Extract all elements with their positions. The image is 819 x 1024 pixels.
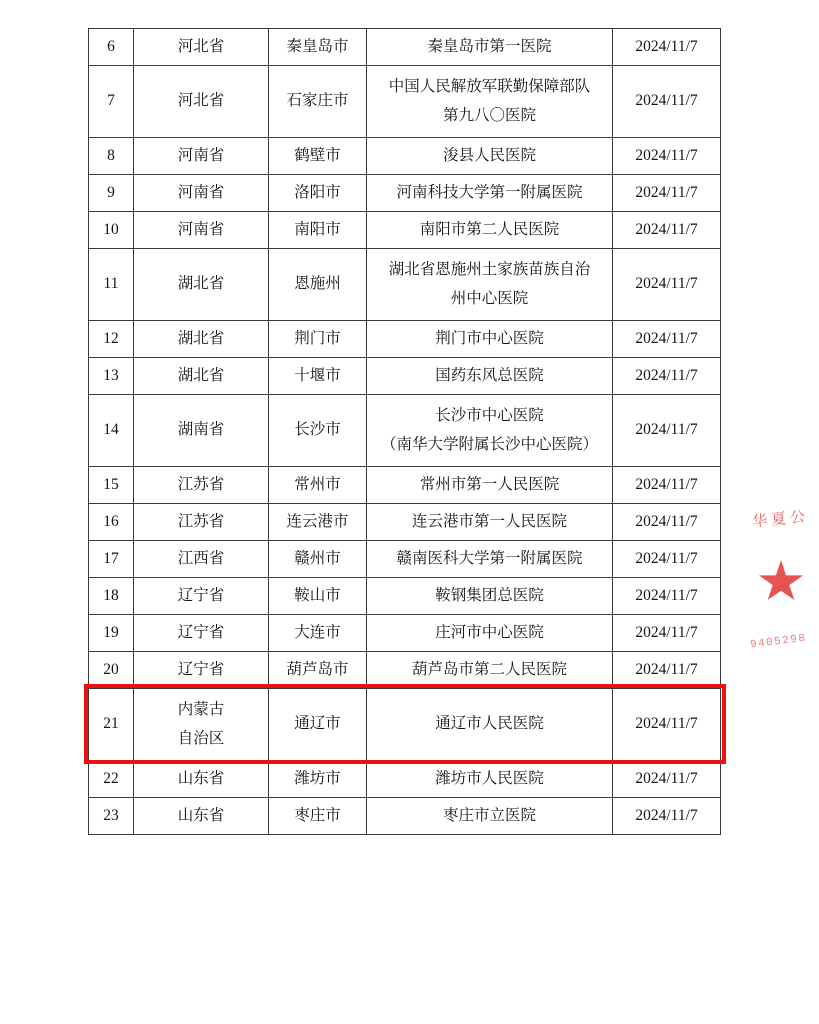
- cell-hospital: 赣南医科大学第一附属医院: [367, 540, 613, 577]
- table-row: [89, 614, 721, 651]
- table-row: [89, 503, 721, 540]
- cell-hospital: 枣庄市立医院: [367, 797, 613, 834]
- table-row: [89, 760, 721, 797]
- cell-city: 葫芦岛市: [269, 651, 367, 688]
- table-row: [89, 540, 721, 577]
- cell-city: 恩施州: [269, 248, 367, 320]
- cell-city: 荆门市: [269, 320, 367, 357]
- cell-province: 湖北省: [134, 320, 269, 357]
- cell-hospital: 葫芦岛市第二人民医院: [367, 651, 613, 688]
- cell-province: 河南省: [134, 174, 269, 211]
- cell-index: 8: [89, 137, 134, 174]
- cell-date: 2024/11/7: [613, 211, 721, 248]
- cell-hospital: 通辽市人民医院: [367, 688, 613, 760]
- cell-city: 秦皇岛市: [269, 29, 367, 66]
- cell-hospital: 秦皇岛市第一医院: [367, 29, 613, 66]
- cell-city: 连云港市: [269, 503, 367, 540]
- cell-hospital-line: 第九八〇医院: [442, 107, 536, 125]
- cell-province: 山东省: [134, 797, 269, 834]
- cell-hospital-line: （南华大学附属长沙中心医院）: [380, 436, 598, 454]
- cell-date: 2024/11/7: [613, 614, 721, 651]
- cell-index: 10: [89, 211, 134, 248]
- cell-hospital: 河南科技大学第一附属医院: [367, 174, 613, 211]
- cell-city: 常州市: [269, 466, 367, 503]
- cell-city: 枣庄市: [269, 797, 367, 834]
- cell-date: 2024/11/7: [613, 320, 721, 357]
- cell-hospital-line: 州中心医院: [450, 290, 529, 308]
- cell-date: 2024/11/7: [613, 248, 721, 320]
- red-official-seal: [748, 498, 819, 686]
- cell-index: 16: [89, 503, 134, 540]
- cell-index: 9: [89, 174, 134, 211]
- cell-hospital: 国药东风总医院: [367, 357, 613, 394]
- table-row: [89, 137, 721, 174]
- cell-date: 2024/11/7: [613, 577, 721, 614]
- cell-date: 2024/11/7: [613, 174, 721, 211]
- hospital-table-container: [88, 28, 720, 835]
- cell-hospital-line: 中国人民解放军联勤保障部队: [388, 78, 591, 96]
- cell-hospital: 庄河市中心医院: [367, 614, 613, 651]
- cell-index: 12: [89, 320, 134, 357]
- table-row: [89, 577, 721, 614]
- cell-index: 11: [89, 248, 134, 320]
- table-row: [89, 320, 721, 357]
- table-row: [89, 357, 721, 394]
- cell-province: 湖北省: [134, 357, 269, 394]
- cell-province: 辽宁省: [134, 651, 269, 688]
- table-row: [89, 466, 721, 503]
- cell-date: 2024/11/7: [613, 394, 721, 466]
- cell-date: 2024/11/7: [613, 651, 721, 688]
- cell-date: 2024/11/7: [613, 540, 721, 577]
- cell-index: 6: [89, 29, 134, 66]
- cell-hospital: 鞍钢集团总医院: [367, 577, 613, 614]
- cell-city: 鹤壁市: [269, 137, 367, 174]
- cell-index: 21: [89, 688, 134, 760]
- cell-city: 南阳市: [269, 211, 367, 248]
- cell-city: 十堰市: [269, 357, 367, 394]
- cell-province-line: 自治区: [177, 730, 225, 748]
- cell-province: 山东省: [134, 760, 269, 797]
- cell-hospital: 南阳市第二人民医院: [367, 211, 613, 248]
- cell-province: 江苏省: [134, 466, 269, 503]
- cell-index: 13: [89, 357, 134, 394]
- table-row: [89, 651, 721, 688]
- cell-hospital: [367, 394, 613, 466]
- table-row: [89, 211, 721, 248]
- cell-hospital: 潍坊市人民医院: [367, 760, 613, 797]
- cell-city: 洛阳市: [269, 174, 367, 211]
- cell-date: 2024/11/7: [613, 466, 721, 503]
- cell-city: 潍坊市: [269, 760, 367, 797]
- cell-city: 通辽市: [269, 688, 367, 760]
- table-row: [89, 174, 721, 211]
- cell-date: 2024/11/7: [613, 797, 721, 834]
- cell-province: 辽宁省: [134, 577, 269, 614]
- cell-date: 2024/11/7: [613, 688, 721, 760]
- cell-date: 2024/11/7: [613, 66, 721, 138]
- table-row: [89, 66, 721, 138]
- cell-index: 20: [89, 651, 134, 688]
- cell-index: 18: [89, 577, 134, 614]
- table-row: [89, 29, 721, 66]
- cell-hospital-line: 长沙市中心医院: [435, 406, 544, 424]
- cell-index: 17: [89, 540, 134, 577]
- hospital-table: [88, 28, 721, 835]
- cell-province: 江西省: [134, 540, 269, 577]
- cell-city: 石家庄市: [269, 66, 367, 138]
- cell-hospital: 荆门市中心医院: [367, 320, 613, 357]
- table-row: [89, 394, 721, 466]
- cell-date: 2024/11/7: [613, 137, 721, 174]
- cell-hospital: [367, 66, 613, 138]
- cell-hospital: 浚县人民医院: [367, 137, 613, 174]
- cell-index: 23: [89, 797, 134, 834]
- cell-hospital: 常州市第一人民医院: [367, 466, 613, 503]
- cell-province: [134, 688, 269, 760]
- cell-province: 湖北省: [134, 248, 269, 320]
- star-icon: [758, 560, 804, 604]
- cell-city: 大连市: [269, 614, 367, 651]
- cell-province: 辽宁省: [134, 614, 269, 651]
- cell-hospital-line: 湖北省恩施州土家族苗族自治: [388, 260, 591, 278]
- table-row: [89, 248, 721, 320]
- cell-index: 22: [89, 760, 134, 797]
- cell-index: 15: [89, 466, 134, 503]
- cell-index: 7: [89, 66, 134, 138]
- cell-province: 河北省: [134, 66, 269, 138]
- cell-date: 2024/11/7: [613, 29, 721, 66]
- cell-hospital: [367, 248, 613, 320]
- cell-index: 14: [89, 394, 134, 466]
- seal-code-text: 9405298: [749, 632, 808, 652]
- cell-city: 长沙市: [269, 394, 367, 466]
- hospital-table-body: [89, 29, 721, 835]
- cell-province: 湖南省: [134, 394, 269, 466]
- cell-date: 2024/11/7: [613, 503, 721, 540]
- cell-date: 2024/11/7: [613, 760, 721, 797]
- cell-province-line: 内蒙古: [177, 700, 225, 718]
- cell-province: 河南省: [134, 137, 269, 174]
- cell-province: 江苏省: [134, 503, 269, 540]
- cell-city: 鞍山市: [269, 577, 367, 614]
- cell-index: 19: [89, 614, 134, 651]
- seal-top-text: 华夏公: [751, 508, 810, 531]
- cell-city: 赣州市: [269, 540, 367, 577]
- table-row: [89, 797, 721, 834]
- table-row: [89, 688, 721, 760]
- cell-date: 2024/11/7: [613, 357, 721, 394]
- cell-province: 河北省: [134, 29, 269, 66]
- cell-province: 河南省: [134, 211, 269, 248]
- cell-hospital: 连云港市第一人民医院: [367, 503, 613, 540]
